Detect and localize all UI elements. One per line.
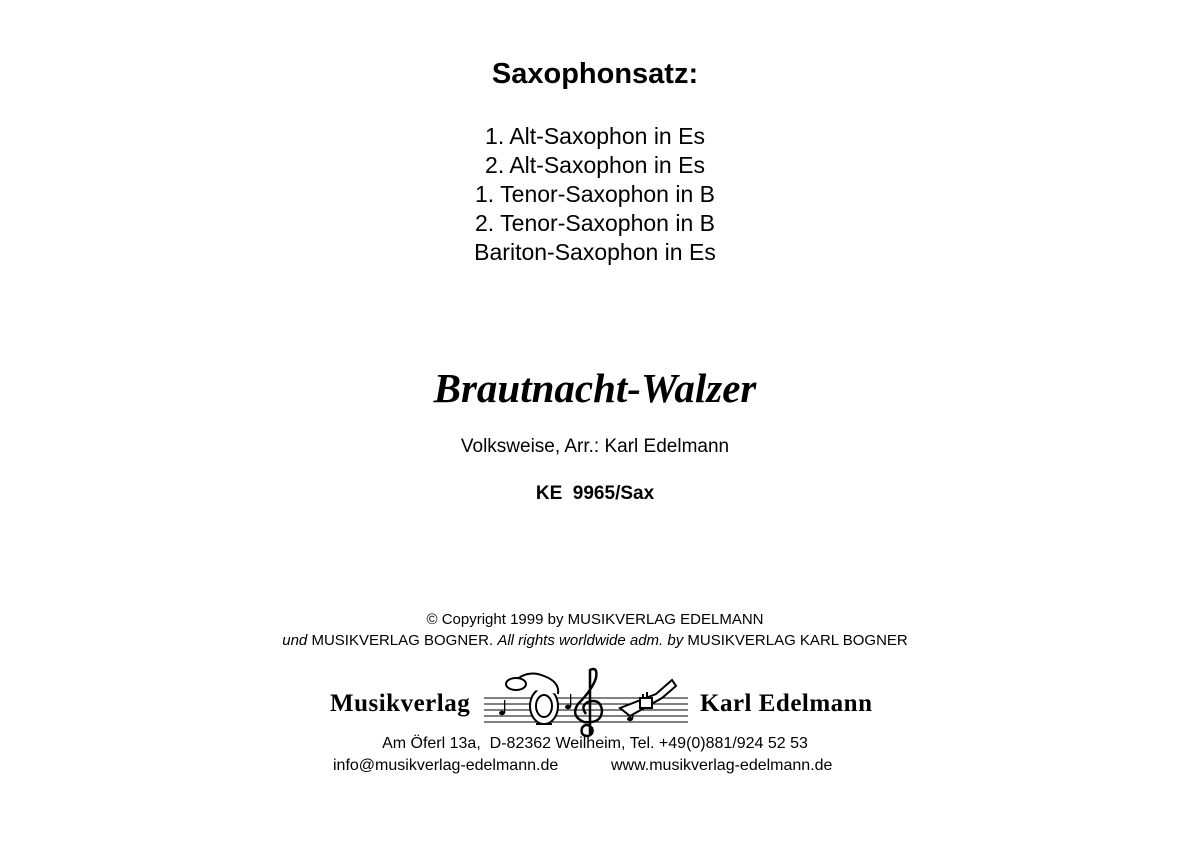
rights-line-administrator: MUSIKVERLAG KARL BOGNER (683, 632, 908, 649)
rights-line-italic-statement: All rights worldwide adm. by (497, 632, 684, 649)
logo-text-musikverlag: Musikverlag (330, 690, 471, 717)
instrument-item: 1. Tenor-Saxophon in B (475, 181, 715, 207)
rights-line-publisher: MUSIKVERLAG BOGNER. (307, 632, 498, 649)
rights-line-italic-und: und (282, 632, 308, 649)
music-staff-emblem-icon (480, 664, 692, 740)
catalog-number: KE 9965/Sax (535, 483, 655, 504)
piece-title: Brautnacht-Walzer (433, 365, 757, 411)
logo-text-karl-edelmann: Karl Edelmann (700, 690, 873, 717)
instrument-item: 2. Tenor-Saxophon in B (475, 210, 715, 236)
website-link[interactable]: www.musikverlag-edelmann.de (611, 757, 833, 774)
instrument-item: 2. Alt-Saxophon in Es (485, 152, 705, 178)
treble-clef-icon (575, 669, 602, 736)
instrument-item: 1. Alt-Saxophon in Es (485, 123, 705, 149)
ensemble-heading: Saxophonsatz: (491, 58, 699, 90)
rights-line (0, 632, 1190, 649)
publisher-address: Am Öferl 13a, D-82362 Weilheim, Tel. +49(0)881/924 52 53 (382, 735, 808, 752)
email-link[interactable]: info@musikverlag-edelmann.de (333, 757, 559, 774)
copyright-line: © Copyright 1999 by MUSIKVERLAG EDELMANN (426, 611, 764, 628)
publisher-logo (0, 662, 1190, 742)
instrument-list (0, 122, 1190, 267)
instrument-item: Bariton-Saxophon in Es (474, 239, 716, 265)
contact-row (0, 757, 1190, 779)
composer-arranger-credits: Volksweise, Arr.: Karl Edelmann (460, 436, 730, 457)
